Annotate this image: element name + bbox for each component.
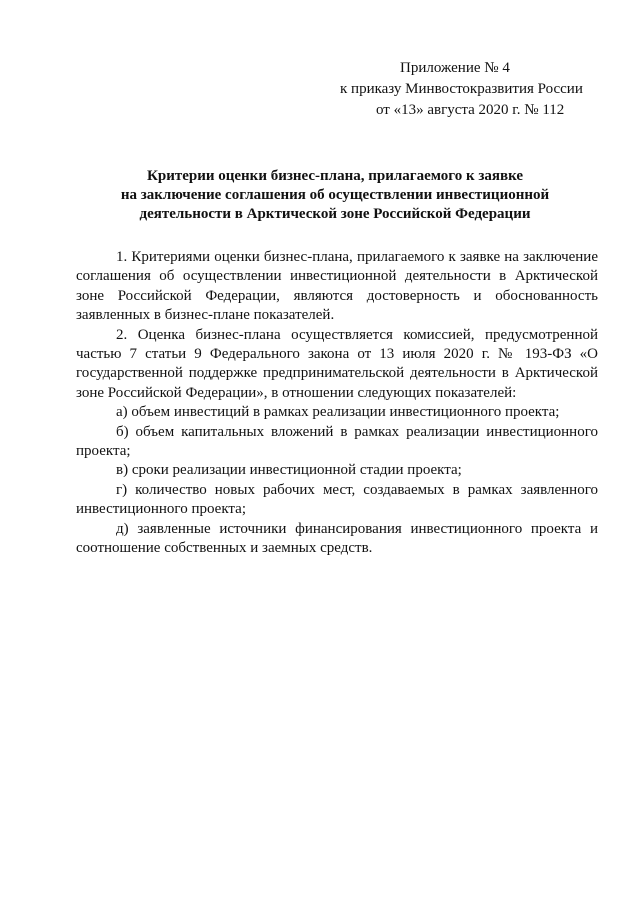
appendix-order-ref: к приказу Минвостокразвития России: [340, 81, 583, 97]
paragraph-2: 2. Оценка бизнес-плана осуществляется комиссией, предусмотренной частью 7 статьи 9 Федерального закона от 13 июля 2020 г. № 193-ФЗ «О государственной поддержке предпринимательской деятельности в Арктической зоне Российской Федерации», в отношении следующих показателей:: [76, 326, 598, 401]
list-item-d: г) количество новых рабочих мест, создаваемых в рамках заявленного инвестиционного проекта;: [76, 481, 598, 518]
appendix-header: [340, 58, 600, 121]
list-item-c: в) сроки реализации инвестиционной стадии проекта;: [116, 462, 462, 479]
appendix-number: Приложение № 4: [400, 60, 510, 76]
list-item-a: а) объем инвестиций в рамках реализации инвестиционного проекта;: [116, 404, 560, 421]
title-line-3: деятельности в Арктической зоне Российской Федерации: [139, 206, 531, 222]
title-line-2: на заключение соглашения об осуществлении инвестиционной: [120, 187, 550, 203]
list-item-e: д) заявленные источники финансирования инвестиционного проекта и соотношение собственных и заемных средств.: [76, 520, 598, 557]
title-line-1: Критерии оценки бизнес-плана, прилагаемого к заявке: [146, 168, 524, 184]
appendix-order-date: от «13» августа 2020 г. № 112: [376, 102, 565, 118]
list-item-b: б) объем капитальных вложений в рамках реализации инвестиционного проекта;: [76, 423, 598, 460]
document-title: [70, 167, 600, 224]
paragraph-1: 1. Критериями оценки бизнес-плана, прилагаемого к заявке на заключение соглашения об осуществлении инвестиционной деятельности в Арктической зоне Российской Федерации, являются достоверность и обоснованность заявленных в бизнес-плане показателей.: [76, 249, 598, 324]
document-body: [76, 248, 598, 559]
